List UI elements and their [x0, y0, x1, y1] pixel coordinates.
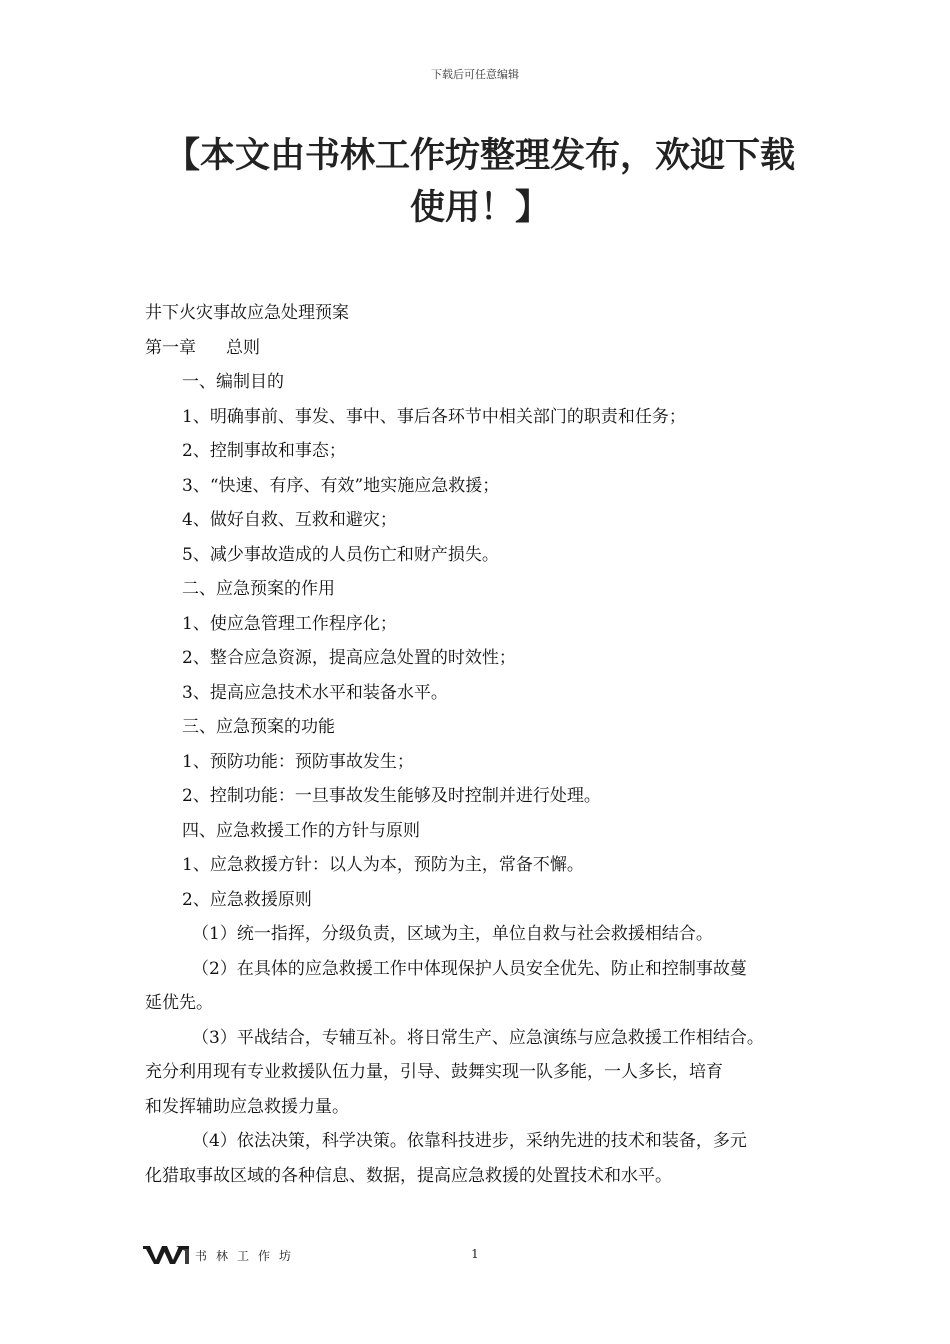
principle-3-line-2: 充分利用现有专业救援队伍力量，引导、鼓舞实现一队多能，一人多长，培育: [145, 1062, 723, 1082]
footer-brand-text: 书林工作坊: [195, 1248, 301, 1263]
paragraph: 2、应急救援原则: [182, 889, 312, 910]
principle-4-line-1: （4）依法决策，科学决策。依靠科技进步，采纳先进的技术和装备，多元: [192, 1131, 747, 1151]
paragraph: 三、应急预案的功能: [182, 717, 335, 737]
paragraph: 2、整合应急资源，提高应急处置的时效性；: [182, 648, 516, 668]
principle-3-line-3: 和发挥辅助应急救援力量。: [145, 1096, 349, 1117]
paragraph: 1、使应急管理工作程序化；: [182, 613, 397, 634]
brand-logo-icon: [143, 1244, 189, 1266]
principle-1-line-1: （1）统一指挥，分级负责，区域为主，单位自救与社会救援相结合。: [192, 924, 713, 944]
page-number: 1: [471, 1247, 479, 1261]
paragraph: 2、控制事故和事态；: [182, 441, 346, 461]
paragraph: 2、控制功能：一旦事故发生能够及时控制并进行处理。: [182, 786, 601, 806]
paragraph: 4、做好自救、互救和避灾；: [182, 510, 397, 530]
chapter-name: 总则: [226, 337, 260, 358]
chapter-heading: [145, 331, 813, 366]
banner-line-2: 使用！】: [409, 188, 550, 228]
paragraph: 一、编制目的: [182, 372, 284, 392]
header-note: 下载后可任意编辑: [431, 68, 519, 81]
paragraph: 1、明确事前、事发、事中、事后各环节中相关部门的职责和任务；: [182, 406, 686, 427]
paragraph: 3、“快速、有序、有效”地实施应急救援；: [182, 475, 500, 496]
chapter-number: 第一章: [145, 337, 196, 358]
paragraph: 四、应急救援工作的方针与原则: [182, 820, 420, 841]
footer-logo: [143, 1240, 300, 1270]
paragraph: 1、应急救援方针：以人为本，预防为主，常备不懈。: [182, 855, 584, 875]
banner-title: [150, 130, 810, 234]
paragraph: 3、提高应急技术水平和装备水平。: [182, 682, 448, 703]
principle-2-line-2: 延优先。: [145, 993, 213, 1013]
paragraph: 1、预防功能：预防事故发生；: [182, 751, 414, 772]
principle-2-line-1: （2）在具体的应急救援工作中体现保护人员安全优先、防止和控制事故蔓: [192, 958, 747, 979]
principle-3-line-1: （3）平战结合，专辅互补。将日常生产、应急演练与应急救援工作相结合。: [192, 1027, 764, 1048]
principle-4-line-2: 化猎取事故区域的各种信息、数据，提高应急救援的处置技术和水平。: [145, 1165, 672, 1186]
banner-line-1: 【本文由书林工作坊整理发布，欢迎下载: [164, 136, 795, 176]
doc-title: 井下火灾事故应急处理预案: [145, 303, 349, 323]
paragraph: 二、应急预案的作用: [182, 579, 335, 599]
document-body: [145, 296, 813, 1193]
paragraph: 5、减少事故造成的人员伤亡和财产损失。: [182, 544, 499, 565]
